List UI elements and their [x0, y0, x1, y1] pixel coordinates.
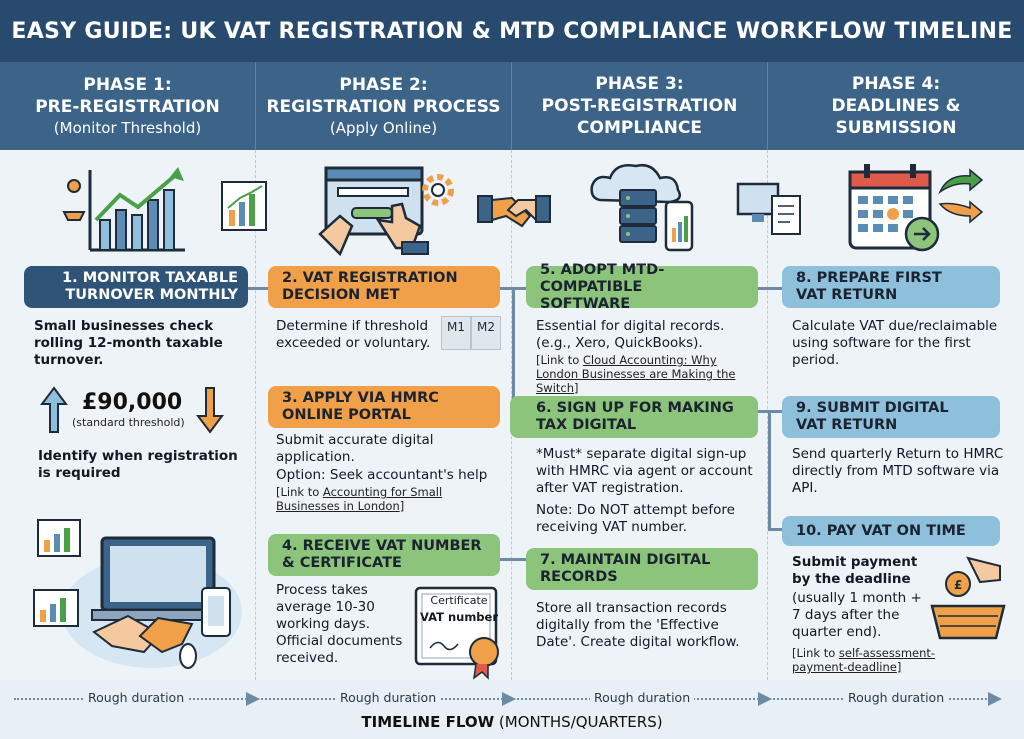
step-2-header [268, 266, 500, 308]
step-3-description: Submit accurate digital application. [276, 432, 434, 465]
step-10-title: 10. PAY VAT ON TIME [796, 522, 966, 539]
step-6-title-line1: 6. SIGN UP FOR MAKING [536, 400, 734, 416]
step-3-title-line1: 3. APPLY VIA HMRC [282, 390, 439, 406]
step-10-header [782, 516, 1000, 546]
connector-5-6 [512, 287, 515, 412]
step-4-description: Process takes average 10-30 working days. Official documents received. [276, 582, 403, 666]
phase-4-title: DEADLINES & [831, 96, 961, 116]
phase-3-header [512, 62, 768, 150]
phase-1-header [0, 62, 256, 150]
phase-1-title: PRE-REGISTRATION [35, 97, 220, 117]
down-arrow-icon [196, 386, 224, 434]
phase-3-title: POST-REGISTRATION [541, 96, 738, 116]
timeline-flow-title: TIMELINE FLOW [361, 713, 495, 731]
step-9-title-line1: 9. SUBMIT DIGITAL [796, 400, 949, 416]
step-5-title-line2: SOFTWARE [540, 295, 631, 312]
svg-text:£: £ [954, 578, 963, 592]
phase-4-title-2: SUBMISSION [835, 118, 957, 138]
month-1-cell: M1 [441, 316, 471, 350]
timeline-flow-units: (MONTHS/QUARTERS) [494, 713, 663, 731]
step-5-link-prefix: [Link to [536, 353, 583, 367]
mobile-chart-icon [664, 200, 694, 252]
connector-5-8 [756, 287, 782, 290]
step-10-link-prefix: [Link to [792, 646, 839, 660]
step-5-title-line1: 5. ADOPT MTD-COMPATIBLE [540, 261, 665, 295]
step-8-title-line2: VAT RETURN [796, 287, 898, 303]
step-4-header [268, 534, 500, 576]
step-10-link-text[interactable]: self-assessment-payment-deadline [792, 646, 936, 674]
connector-10 [768, 528, 782, 531]
step-8-description: Calculate VAT due/reclaimable using software for the first period. [792, 318, 998, 368]
step-10-description-bold: Submit payment by the deadline [792, 554, 918, 587]
arrows-icon [936, 168, 984, 228]
phase-2-title: REGISTRATION PROCESS [266, 97, 501, 117]
duration-label-3: Rough duration [590, 690, 694, 705]
step-2-title-line1: 2. VAT REGISTRATION [282, 270, 458, 286]
step-5-link[interactable] [536, 353, 758, 395]
step-7-title-line1: 7. MAINTAIN DIGITAL [540, 552, 711, 568]
connector-9-10 [768, 410, 771, 530]
step-3-link-text[interactable]: Accounting for Small Businesses in London [276, 485, 443, 513]
duration-label-4: Rough duration [844, 690, 948, 705]
phase-1-subtitle: (Monitor Threshold) [53, 119, 202, 137]
phase-4-header [768, 62, 1024, 150]
computer-document-icon [736, 182, 806, 238]
step-1-title-line1: 1. MONITOR TAXABLE [62, 270, 238, 286]
step-7-title-line2: RECORDS [540, 569, 618, 585]
handshake-icon [476, 186, 552, 238]
duration-label-1: Rough duration [84, 690, 188, 705]
step-9-header [782, 396, 1000, 438]
step-3-link-suffix: ] [399, 499, 405, 513]
gear-icon [418, 170, 458, 210]
step-7-description: Store all transaction records digitally from the 'Effective Date'. Create digital workflow. [536, 600, 740, 650]
step-5-description: Essential for digital records. (e.g., Xero, QuickBooks). [536, 318, 725, 351]
title-bar [0, 0, 1024, 62]
phase-2-label: PHASE 2: [339, 75, 428, 95]
step-2-title-line2: DECISION MET [282, 287, 400, 303]
step-8-title-line1: 8. PREPARE FIRST [796, 270, 942, 286]
step-4-title-line2: & CERTIFICATE [282, 555, 402, 571]
laptop-handshake-icon [32, 512, 242, 672]
step-1-note: Identify when registration is required [38, 448, 238, 481]
step-5-link-suffix: ] [574, 381, 579, 395]
threshold-label: (standard threshold) [72, 416, 185, 429]
timeline-arrow-4-icon [986, 690, 1004, 708]
duration-label-2: Rough duration [336, 690, 440, 705]
step-6-header [510, 396, 758, 438]
step-3-link[interactable] [276, 485, 486, 513]
step-3-link-prefix: [Link to [276, 485, 323, 499]
timeline-arrow-1-icon [244, 690, 262, 708]
phase-1-label: PHASE 1: [83, 75, 172, 95]
step-7-header [526, 548, 758, 590]
timeline-arrow-2-icon [500, 690, 518, 708]
scales-icon [62, 178, 86, 228]
coin-basket-icon [928, 556, 1008, 642]
step-6-description: *Must* separate digital sign-up with HMRC via agent or account after VAT registration. [536, 446, 753, 496]
step-1-title-line2: TURNOVER MONTHLY [65, 287, 238, 303]
step-1-description: Small businesses check rolling 12-month taxable turnover. [34, 318, 223, 368]
step-10-link-suffix: ] [896, 660, 902, 674]
timeline-flow-label [0, 713, 1024, 731]
step-6-title-line2: TAX DIGITAL [536, 417, 637, 433]
calendar-icon [846, 160, 942, 256]
step-4-title-line1: 4. RECEIVE VAT NUMBER [282, 538, 482, 554]
threshold-value: £90,000 [82, 390, 183, 415]
step-10-link[interactable] [792, 646, 962, 674]
step-10-description: (usually 1 month + 7 days after the quarter end). [792, 590, 922, 640]
certificate-title: Certificate [430, 594, 488, 607]
step-3-header [268, 386, 500, 428]
step-3-title-line2: ONLINE PORTAL [282, 407, 411, 423]
phase-3-title-2: COMPLIANCE [577, 118, 702, 138]
step-3-option: Option: Seek accountant's help [276, 467, 488, 483]
step-1-header [24, 266, 248, 308]
timeline-arrow-3-icon [756, 690, 774, 708]
step-2-description: Determine if threshold exceeded or voluntary. [276, 318, 431, 351]
bar-chart-icon [220, 180, 268, 232]
step-5-link-text[interactable]: Cloud Accounting: Why London Businesses are Making the Switch [536, 353, 736, 395]
month-2-cell: M2 [471, 316, 501, 350]
phase-4-label: PHASE 4: [851, 74, 941, 94]
phase-2-header [256, 62, 512, 150]
step-9-title-line2: VAT RETURN [796, 417, 898, 433]
certificate-vat-number: VAT number [419, 610, 499, 624]
phase-3-label: PHASE 3: [595, 74, 684, 94]
step-6-note: Note: Do NOT attempt before receiving VAT number. [536, 502, 735, 535]
step-9-description: Send quarterly Return to HMRC directly from MTD software via API. [792, 446, 1004, 496]
step-5-header [526, 261, 758, 312]
phase-2-subtitle: (Apply Online) [329, 119, 438, 137]
step-8-header [782, 266, 1000, 308]
page-title: EASY GUIDE: UK VAT REGISTRATION & MTD COMPLIANCE WORKFLOW TIMELINE [11, 18, 1013, 44]
up-arrow-icon [40, 386, 68, 434]
